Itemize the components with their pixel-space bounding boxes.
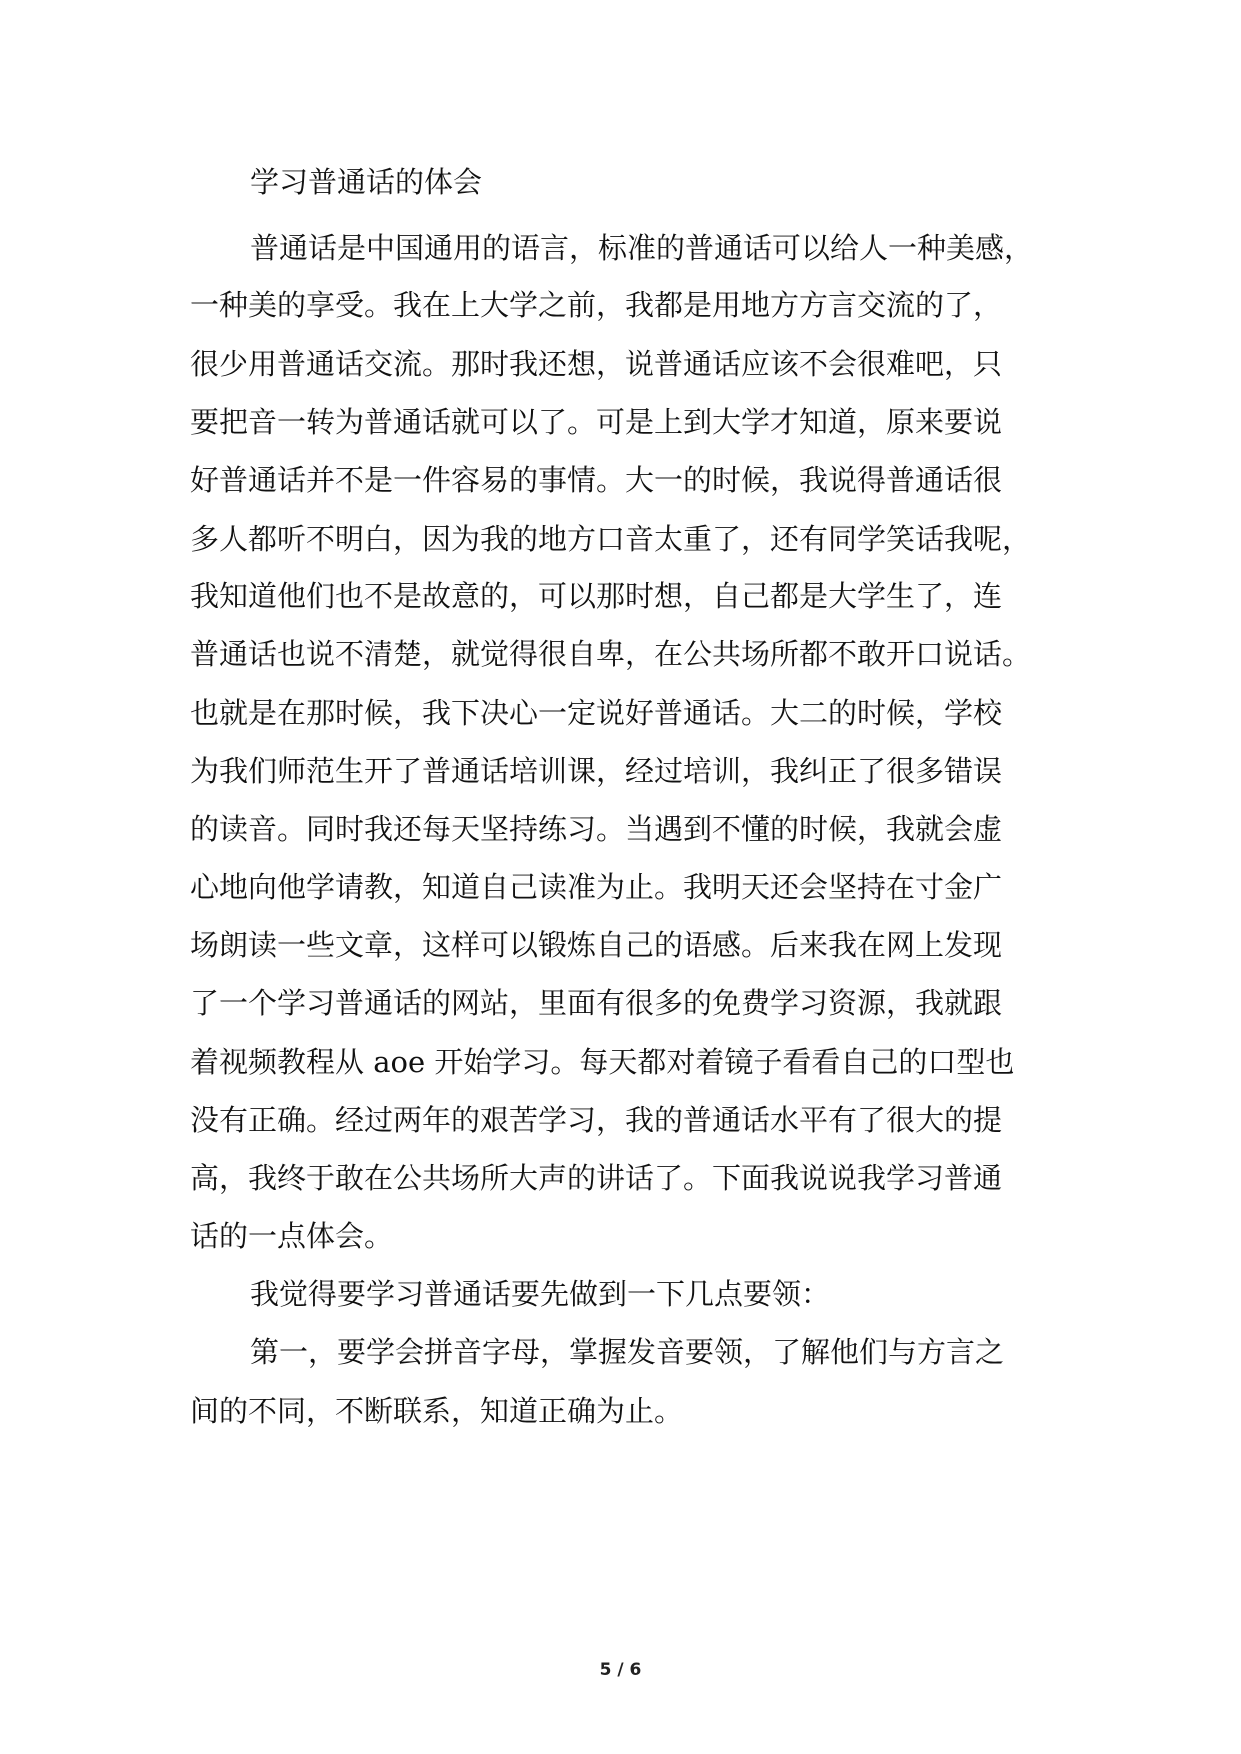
page-number: 5 / 6 <box>599 1660 642 1680</box>
text-line-18: 话的一点体会。 <box>190 1219 394 1253</box>
text-line-2: 一种美的享受。我在上大学之前，我都是用地方方言交流的了， <box>190 288 1003 322</box>
text-line-14: 了一个学习普通话的网站，里面有很多的免费学习资源，我就跟 <box>190 986 1003 1020</box>
text-line-12: 心地向他学请教，知道自己读准为止。我明天还会坚持在寸金广 <box>190 870 1003 904</box>
text-line-11: 的读音。同时我还每天坚持练习。当遇到不懂的时候，我就会虚 <box>190 812 1003 846</box>
text-line-1: 普通话是中国通用的语言，标准的普通话可以给人一种美感， <box>250 231 1034 265</box>
text-line-16: 没有正确。经过两年的艰苦学习，我的普通话水平有了很大的提 <box>190 1103 1003 1137</box>
text-line-13: 场朗读一些文章，这样可以锻炼自己的语感。后来我在网上发现 <box>190 928 1003 962</box>
text-line-10: 为我们师范生开了普通话培训课，经过培训，我纠正了很多错误 <box>190 754 1003 788</box>
text-line-3: 很少用普通话交流。那时我还想，说普通话应该不会很难吧，只 <box>190 347 1003 381</box>
text-line-17: 高，我终于敢在公共场所大声的讲话了。下面我说说我学习普通 <box>190 1161 1003 1195</box>
text-line-8: 普通话也说不清楚，就觉得很自卑，在公共场所都不敢开口说话。 <box>190 637 1032 671</box>
text-line-6: 多人都听不明白，因为我的地方口音太重了，还有同学笑话我呢， <box>190 522 1032 556</box>
text-line-7: 我知道他们也不是故意的，可以那时想，自己都是大学生了，连 <box>190 579 1003 613</box>
document-title: 学习普通话的体会 <box>250 165 483 199</box>
text-line-5: 好普通话并不是一件容易的事情。大一的时候，我说得普通话很 <box>190 463 1003 497</box>
text-line-19: 我觉得要学习普通话要先做到一下几点要领： <box>250 1277 831 1311</box>
text-line-9: 也就是在那时候，我下决心一定说好普通话。大二的时候，学校 <box>190 696 1003 730</box>
text-line-20: 第一，要学会拼音字母，掌握发音要领，了解他们与方言之 <box>250 1335 1005 1369</box>
text-line-15: 着视频教程从 aoe 开始学习。每天都对着镜子看看自己的口型也 <box>190 1045 1015 1079</box>
text-line-4: 要把音一转为普通话就可以了。可是上到大学才知道，原来要说 <box>190 405 1003 439</box>
text-line-21: 间的不同，不断联系，知道正确为止。 <box>190 1394 684 1428</box>
